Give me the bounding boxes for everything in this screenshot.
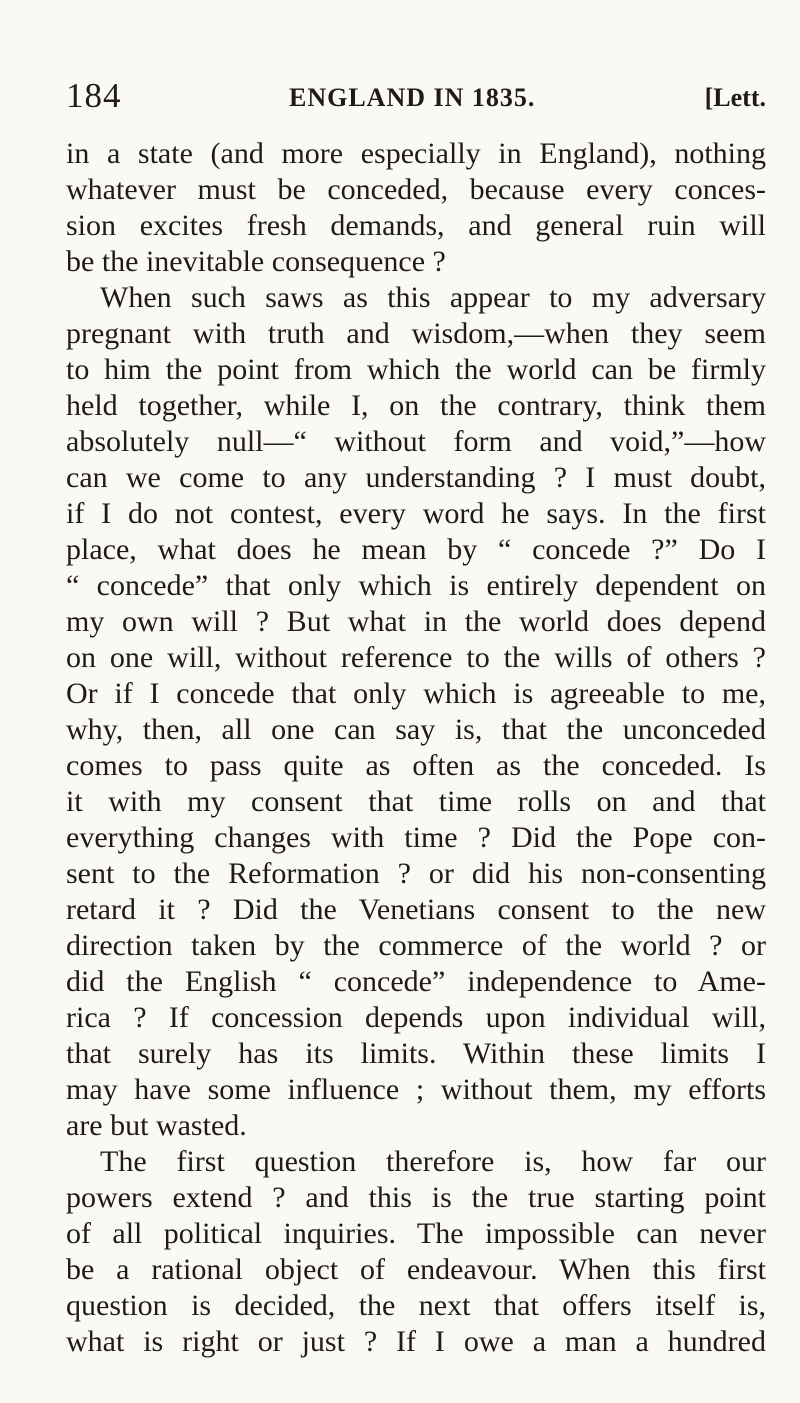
running-title: ENGLAND IN 1835.	[289, 83, 536, 112]
text-line: on one will, without reference to the wills of others ?	[66, 641, 766, 674]
text-line: be the inevitable consequence ?	[66, 245, 446, 278]
text-line: of all political inquiries. The impossible can never	[66, 1217, 766, 1250]
text-line: held together, while I, on the contrary, think them	[66, 389, 766, 422]
page-number: 184	[66, 76, 122, 115]
text-line: sion excites fresh demands, and general ruin will	[66, 209, 766, 242]
text-line: what is right or just ? If I owe a man a hundred	[66, 1325, 766, 1358]
text-line: powers extend ? and this is the true starting point	[66, 1181, 766, 1214]
text-line: everything changes with time ? Did the Pope con-	[66, 821, 766, 854]
text-line: Or if I concede that only which is agreeable to me,	[66, 677, 766, 710]
text-line: are but wasted.	[66, 1109, 247, 1142]
text-line: When such saws as this appear to my adversary	[100, 281, 766, 314]
text-line: direction taken by the commerce of the world ? or	[66, 929, 766, 962]
text-line: pregnant with truth and wisdom,—when they seem	[66, 317, 766, 350]
text-line: rica ? If concession depends upon individual will,	[66, 1001, 766, 1034]
text-line: comes to pass quite as often as the conceded. Is	[66, 749, 766, 782]
text-line: to him the point from which the world can be firmly	[66, 353, 766, 386]
running-header	[66, 76, 766, 120]
text-line: whatever must be conceded, because every conces-	[66, 173, 766, 206]
text-line: it with my consent that time rolls on and that	[66, 785, 766, 818]
text-line: if I do not contest, every word he says. In the first	[66, 497, 766, 530]
text-line: why, then, all one can say is, that the unconceded	[66, 713, 766, 746]
text-line: The first question therefore is, how far our	[100, 1145, 766, 1178]
text-line: absolutely null—“ without form and void,”—how	[66, 425, 766, 458]
text-line: may have some influence ; without them, my efforts	[66, 1073, 766, 1106]
text-line: that surely has its limits. Within these limits I	[66, 1037, 766, 1070]
text-line: be a rational object of endeavour. When this first	[66, 1253, 766, 1286]
letter-reference: [Lett.	[704, 83, 766, 112]
text-line: place, what does he mean by “ concede ?” Do I	[66, 533, 766, 566]
text-line: sent to the Reformation ? or did his non-consenting	[66, 857, 766, 890]
text-line: question is decided, the next that offers itself is,	[66, 1289, 766, 1322]
text-line: did the English “ concede” independence to Ame-	[66, 965, 766, 998]
text-line: can we come to any understanding ? I must doubt,	[66, 461, 766, 494]
text-line: my own will ? But what in the world does depend	[66, 605, 766, 638]
text-line: retard it ? Did the Venetians consent to the new	[66, 893, 766, 926]
text-line: in a state (and more especially in England), nothing	[66, 137, 766, 170]
text-line: “ concede” that only which is entirely dependent on	[66, 569, 766, 602]
body-text	[66, 136, 766, 1360]
